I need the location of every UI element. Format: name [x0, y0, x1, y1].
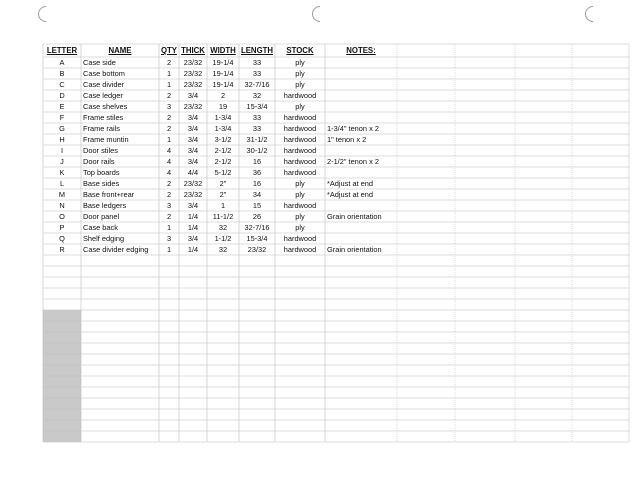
- cell-qty: 4: [166, 168, 172, 177]
- cell-stock: hardwood: [283, 201, 317, 210]
- cell-width: 2-1/2: [214, 157, 232, 166]
- cell-letter: L: [59, 179, 65, 188]
- cell-width: 1-1/2: [214, 234, 232, 243]
- cell-letter: I: [60, 146, 64, 155]
- cell-notes: *Adjust at end: [327, 190, 374, 199]
- cell-length: 26: [252, 212, 262, 221]
- cell-name: Case divider edging: [83, 245, 149, 254]
- cell-length: 33: [252, 113, 262, 122]
- cell-length: 23/32: [247, 245, 267, 254]
- cell-length: 36: [252, 168, 262, 177]
- cell-qty: 2: [166, 190, 172, 199]
- cell-width: 19: [218, 102, 228, 111]
- cell-name: Frame muntin: [83, 135, 129, 144]
- cell-thick: 23/32: [183, 179, 203, 188]
- cell-qty: 3: [166, 102, 172, 111]
- cell-qty: 2: [166, 179, 172, 188]
- cell-stock: ply: [295, 58, 305, 67]
- cell-stock: ply: [295, 102, 305, 111]
- cell-stock: ply: [295, 190, 305, 199]
- cell-qty: 3: [166, 234, 172, 243]
- cell-stock: ply: [295, 80, 305, 89]
- cell-letter: O: [59, 212, 65, 221]
- cell-qty: 1: [166, 69, 172, 78]
- cell-stock: ply: [295, 69, 305, 78]
- cell-thick: 23/32: [183, 190, 203, 199]
- cell-notes: 1" tenon x 2: [327, 135, 367, 144]
- cell-width: 32: [218, 223, 228, 232]
- cell-width: 2-1/2: [214, 146, 232, 155]
- cell-length: 31-1/2: [246, 135, 268, 144]
- cell-notes: Grain orientation: [327, 212, 382, 221]
- cell-qty: 1: [166, 223, 172, 232]
- cell-width: 1: [220, 201, 226, 210]
- cell-name: Door panel: [83, 212, 120, 221]
- cell-name: Door rails: [83, 157, 115, 166]
- cell-letter: J: [60, 157, 64, 166]
- cell-qty: 1: [166, 135, 172, 144]
- cell-letter: E: [59, 102, 65, 111]
- cell-name: Base sides: [83, 179, 120, 188]
- cell-length: 32: [252, 91, 262, 100]
- header-qty: QTY: [160, 46, 178, 55]
- cell-stock: hardwood: [283, 135, 317, 144]
- cell-qty: 2: [166, 212, 172, 221]
- cell-thick: 1/4: [187, 245, 199, 254]
- cell-thick: 3/4: [187, 135, 199, 144]
- cell-length: 16: [252, 157, 262, 166]
- cell-stock: ply: [295, 179, 305, 188]
- cell-letter: R: [59, 245, 65, 254]
- cell-qty: 4: [166, 146, 172, 155]
- cell-qty: 2: [166, 58, 172, 67]
- cell-qty: 2: [166, 124, 172, 133]
- cell-name: Top boards: [83, 168, 120, 177]
- header-width: WIDTH: [210, 46, 236, 55]
- cell-qty: 1: [166, 245, 172, 254]
- cell-width: 3-1/2: [214, 135, 232, 144]
- cell-length: 33: [252, 124, 262, 133]
- cell-notes: 2-1/2" tenon x 2: [327, 157, 379, 166]
- cell-qty: 2: [166, 113, 172, 122]
- cell-stock: hardwood: [283, 113, 317, 122]
- cell-qty: 2: [166, 91, 172, 100]
- cell-letter: P: [59, 223, 65, 232]
- cell-stock: hardwood: [283, 157, 317, 166]
- cell-letter: A: [59, 58, 65, 67]
- cell-stock: hardwood: [283, 245, 317, 254]
- cell-name: Base front+rear: [83, 190, 135, 199]
- cell-stock: hardwood: [283, 168, 317, 177]
- cell-width: 5-1/2: [214, 168, 232, 177]
- cell-width: 19-1/4: [212, 69, 234, 78]
- cell-stock: ply: [295, 223, 305, 232]
- cell-qty: 1: [166, 80, 172, 89]
- cell-thick: 1/4: [187, 223, 199, 232]
- header-name: NAME: [108, 46, 132, 55]
- header-thick: THICK: [181, 46, 205, 55]
- cell-letter: D: [59, 91, 65, 100]
- cell-stock: hardwood: [283, 124, 317, 133]
- cell-notes: 1-3/4" tenon x 2: [327, 124, 379, 133]
- cell-thick: 3/4: [187, 201, 199, 210]
- cell-thick: 3/4: [187, 91, 199, 100]
- cell-letter: C: [59, 80, 65, 89]
- cell-name: Case shelves: [83, 102, 128, 111]
- cell-thick: 4/4: [187, 168, 199, 177]
- cell-length: 30-1/2: [246, 146, 268, 155]
- cell-stock: hardwood: [283, 146, 317, 155]
- cell-qty: 4: [166, 157, 172, 166]
- cell-letter: K: [59, 168, 65, 177]
- cell-name: Case ledger: [83, 91, 123, 100]
- cell-length: 32-7/16: [244, 80, 270, 89]
- cell-length: 33: [252, 58, 262, 67]
- cell-name: Door stiles: [83, 146, 118, 155]
- cell-letter: M: [58, 190, 66, 199]
- cell-width: 11-1/2: [212, 212, 234, 221]
- cell-length: 15-3/4: [246, 234, 268, 243]
- cell-stock: hardwood: [283, 91, 317, 100]
- cell-thick: 23/32: [183, 69, 203, 78]
- cell-length: 15: [252, 201, 262, 210]
- cell-width: 2": [219, 179, 227, 188]
- cell-width: 1-3/4: [214, 113, 232, 122]
- cell-width: 2: [220, 91, 226, 100]
- cell-length: 34: [252, 190, 262, 199]
- cell-letter: Q: [59, 234, 65, 243]
- cell-letter: F: [59, 113, 65, 122]
- cell-stock: ply: [295, 212, 305, 221]
- cell-notes: Grain orientation: [327, 245, 382, 254]
- cell-qty: 3: [166, 201, 172, 210]
- cell-letter: H: [59, 135, 65, 144]
- cell-width: 1-3/4: [214, 124, 232, 133]
- cell-length: 33: [252, 69, 262, 78]
- cell-name: Shelf edging: [83, 234, 125, 243]
- cell-name: Frame rails: [83, 124, 120, 133]
- cell-thick: 1/4: [187, 212, 199, 221]
- cell-notes: *Adjust at end: [327, 179, 374, 188]
- cell-letter: N: [59, 201, 65, 210]
- cell-name: Case side: [83, 58, 116, 67]
- cell-letter: B: [59, 69, 65, 78]
- cell-name: Case divider: [83, 80, 125, 89]
- cell-name: Case back: [83, 223, 118, 232]
- cell-name: Case bottom: [83, 69, 125, 78]
- cell-thick: 3/4: [187, 146, 199, 155]
- header-length: LENGTH: [240, 46, 274, 55]
- cell-thick: 3/4: [187, 124, 199, 133]
- cell-letter: G: [59, 124, 65, 133]
- cell-thick: 3/4: [187, 157, 199, 166]
- cell-length: 15-3/4: [246, 102, 268, 111]
- cell-thick: 3/4: [187, 234, 199, 243]
- cell-stock: hardwood: [283, 234, 317, 243]
- header-notes: NOTES:: [346, 46, 376, 55]
- cell-thick: 23/32: [183, 102, 203, 111]
- cell-thick: 3/4: [187, 113, 199, 122]
- cell-name: Base ledgers: [83, 201, 127, 210]
- cell-thick: 23/32: [183, 58, 203, 67]
- cell-width: 19-1/4: [212, 80, 234, 89]
- cell-thick: 23/32: [183, 80, 203, 89]
- header-stock: STOCK: [286, 46, 314, 55]
- cell-length: 16: [252, 179, 262, 188]
- header-letter: LETTER: [46, 46, 78, 55]
- cell-width: 19-1/4: [212, 58, 234, 67]
- cell-width: 2": [219, 190, 227, 199]
- cell-width: 32: [218, 245, 228, 254]
- cell-length: 32-7/16: [244, 223, 270, 232]
- cell-name: Frame stiles: [83, 113, 124, 122]
